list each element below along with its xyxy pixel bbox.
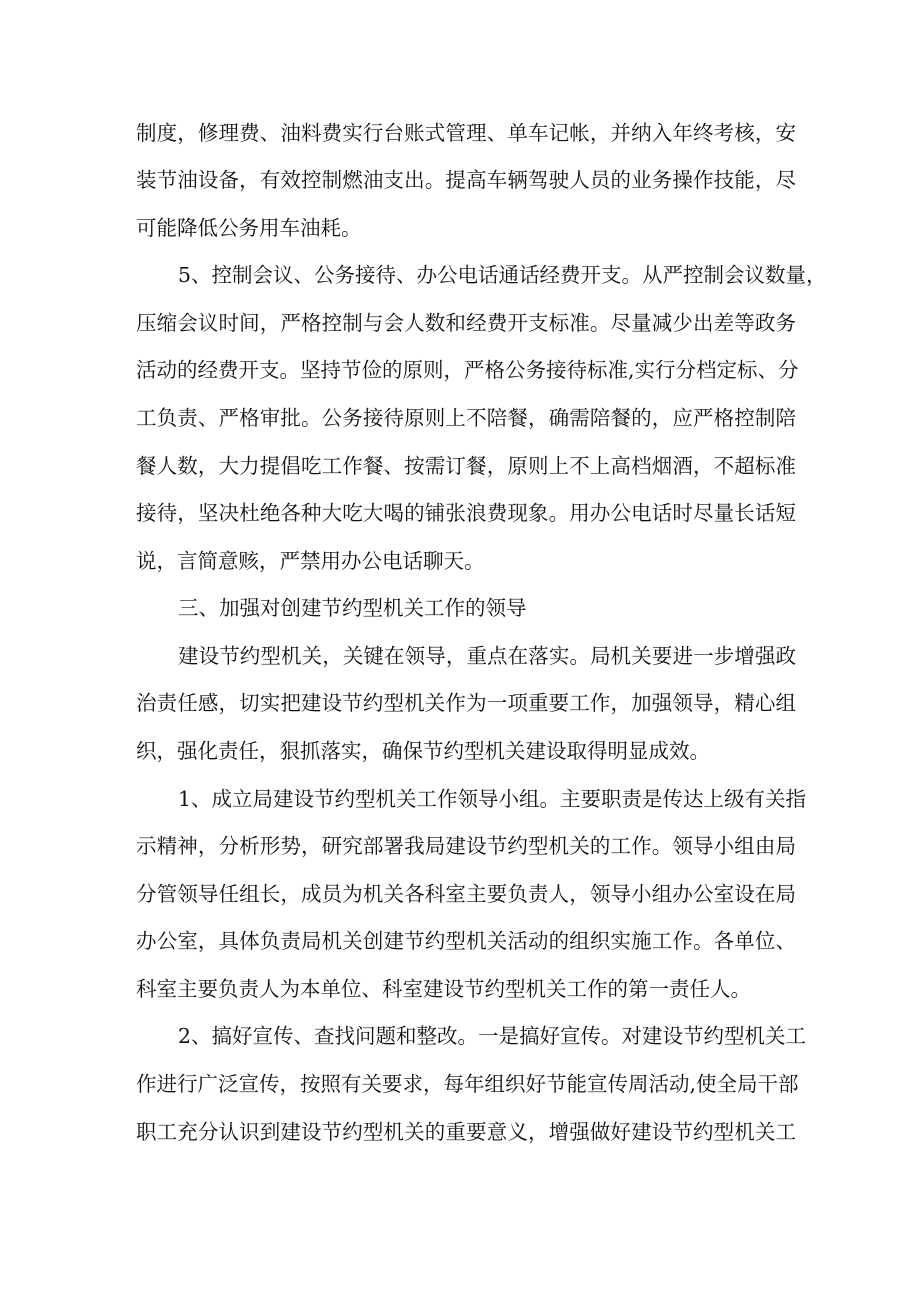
- text-line: 工负责、严格审批。公务接待原则上不陪餐，确需陪餐的，应严格控制陪: [136, 406, 796, 430]
- text-line: 餐人数，大力提倡吃工作餐、按需订餐，原则上不上高档烟酒，不超标准: [136, 454, 796, 478]
- paragraph-first-line: 5、控制会议、公务接待、办公电话通话经费开支。从严控制会议数量，: [178, 263, 827, 287]
- text-line: 职工充分认识到建设节约型机关的重要意义，增强做好建设节约型机关工: [136, 1120, 796, 1144]
- text-line: 说，言简意赅，严禁用办公电话聊天。: [136, 549, 485, 573]
- text-line: 科室主要负责人为本单位、科室建设节约型机关工作的第一责任人。: [136, 977, 751, 1001]
- text-line: 装节油设备，有效控制燃油支出。提高车辆驾驶人员的业务操作技能，尽: [136, 168, 796, 192]
- text-line: 示精神，分析形势，研究部署我局建设节约型机关的工作。领导小组由局: [136, 834, 796, 858]
- text-line: 分管领导任组长，成员为机关各科室主要负责人，领导小组办公室设在局: [136, 882, 796, 906]
- text-line: 织，强化责任，狠抓落实，确保节约型机关建设取得明显成效。: [136, 739, 710, 763]
- text-line: 可能降低公务用车油耗。: [136, 216, 362, 240]
- text-line: 制度，修理费、油料费实行台账式管理、单车记帐，并纳入年终考核，安: [136, 121, 796, 145]
- text-line: 压缩会议时间，严格控制与会人数和经费开支标准。尽量减少出差等政务: [136, 311, 796, 335]
- section-heading: 三、加强对创建节约型机关工作的领导: [178, 596, 527, 620]
- text-line: 作进行广泛宣传，按照有关要求，每年组织好节能宣传周活动,使全局干部: [136, 1072, 799, 1096]
- text-line: 治责任感，切实把建设节约型机关作为一项重要工作，加强领导，精心组: [136, 691, 796, 715]
- paragraph-first-line: 2、搞好宣传、查找问题和整改。一是搞好宣传。对建设节约型机关工: [178, 1024, 807, 1048]
- paragraph-first-line: 建设节约型机关，关键在领导，重点在落实。局机关要进一步增强政: [178, 644, 796, 668]
- text-line: 办公室，具体负责局机关创建节约型机关活动的组织实施工作。各单位、: [136, 929, 796, 953]
- paragraph-first-line: 1、成立局建设节约型机关工作领导小组。主要职责是传达上级有关指: [178, 787, 807, 811]
- text-line: 接待，坚决杜绝各种大吃大喝的铺张浪费现象。用办公电话时尽量长话短: [136, 501, 796, 525]
- text-line: 活动的经费开支。坚持节俭的原则，严格公务接待标准,实行分档定标、分: [136, 358, 799, 382]
